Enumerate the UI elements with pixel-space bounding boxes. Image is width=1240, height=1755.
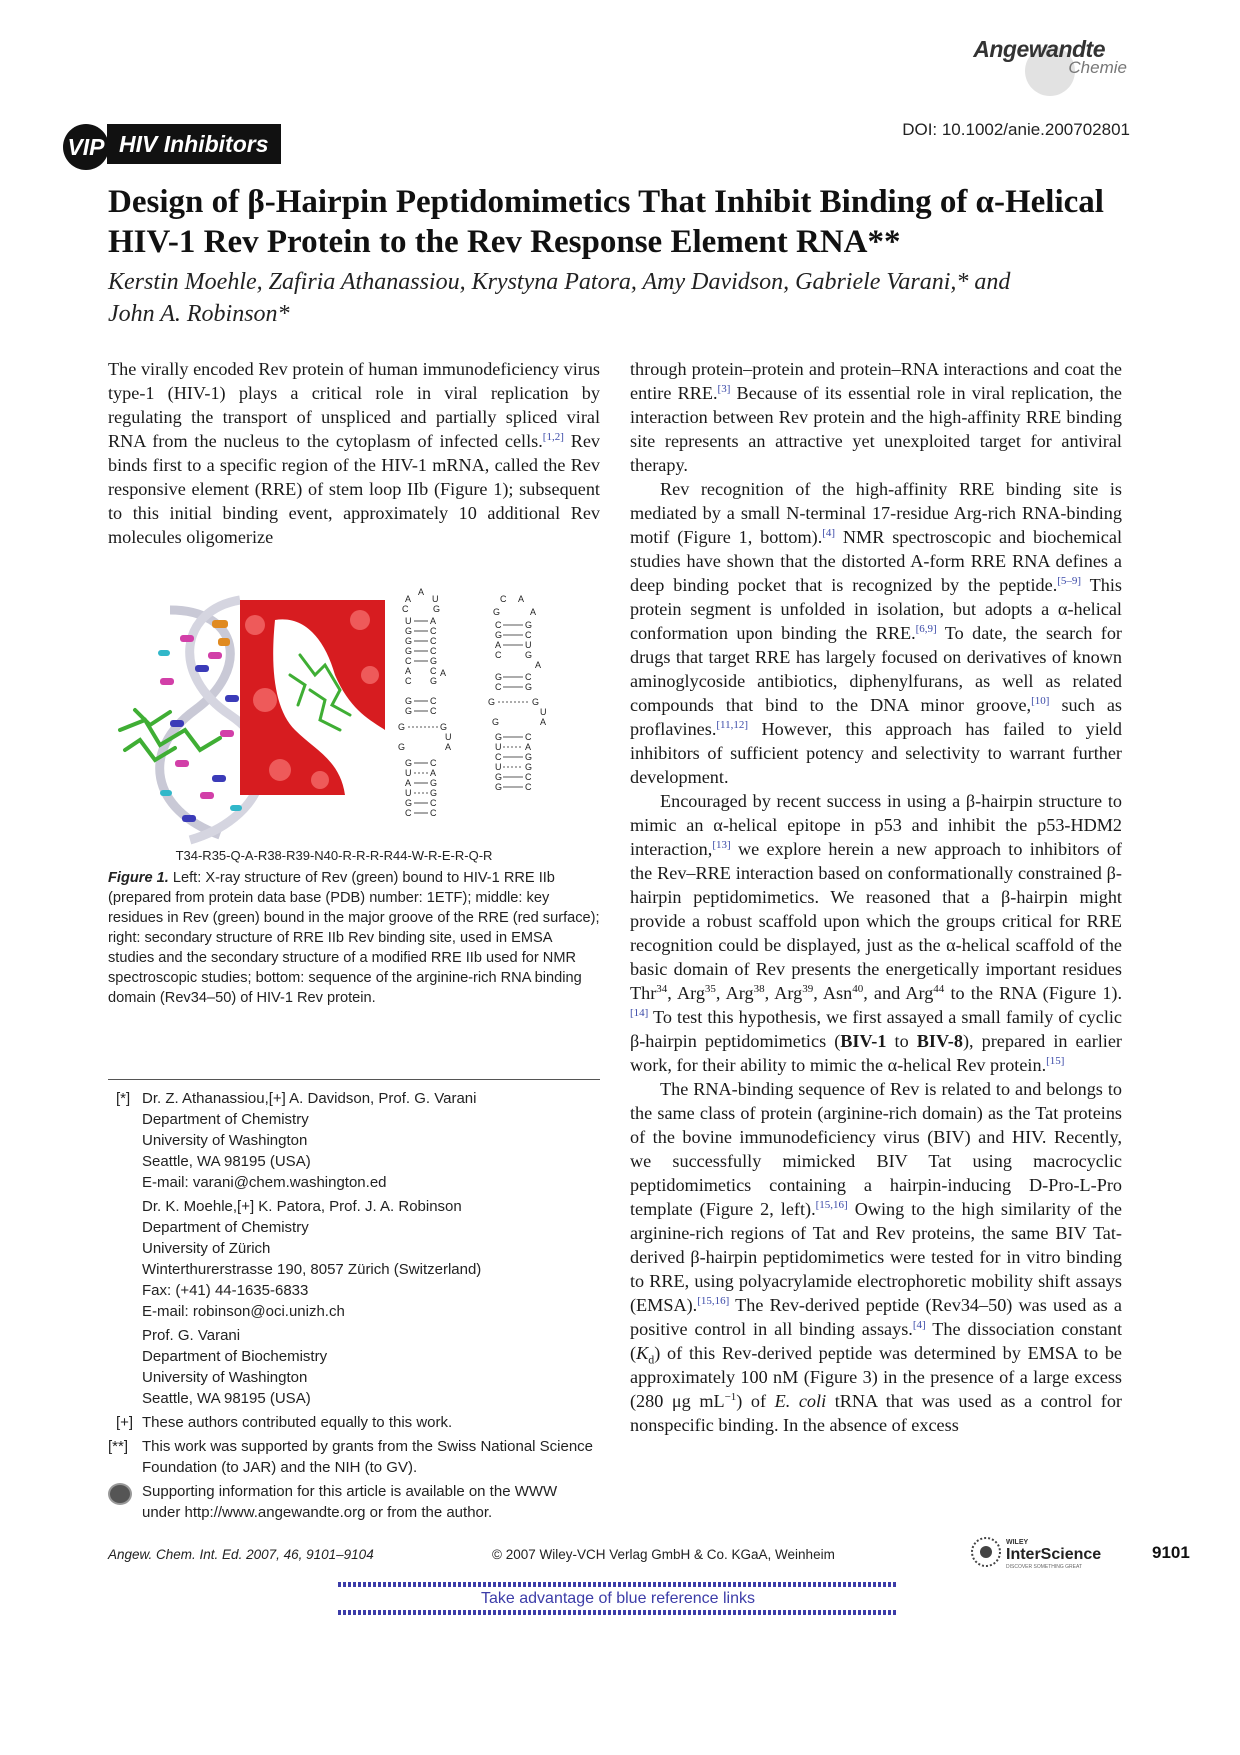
affiliation-line: Department of Chemistry — [142, 1111, 309, 1128]
rre-iib-stem — [398, 616, 452, 818]
ref-link[interactable]: [6,9] — [915, 622, 937, 635]
svg-text:G: G — [492, 717, 500, 727]
ref-link[interactable]: [4] — [822, 526, 836, 539]
svg-text:C: C — [495, 650, 502, 660]
banner-rule-bottom — [338, 1610, 898, 1615]
svg-text:G: G — [440, 722, 448, 732]
paragraph: through protein–protein and protein–RNA interactions and coat the entire RRE.[3] Because of its essential role in viral replication, the interaction between Rev protein and the high-affinity RRE binding site represents an attractive yet unexploited target for antiviral therapy. — [630, 359, 1122, 475]
svg-text:C: C — [430, 706, 437, 716]
svg-text:G: G — [493, 607, 501, 617]
svg-text:A: A — [405, 778, 412, 788]
title-line-2: HIV-1 Rev Protein to the Rev Response Element RNA** — [108, 224, 901, 260]
affiliation-2 — [108, 1196, 608, 1322]
svg-text:G: G — [405, 626, 413, 636]
interscience-logo[interactable] — [968, 1534, 1128, 1574]
affiliation-line: Dr. K. Moehle,[+] K. Patora, Prof. J. A. Robinson — [142, 1198, 462, 1215]
interscience-icon — [968, 1534, 1128, 1574]
svg-text:G: G — [430, 676, 438, 686]
svg-text:C: C — [430, 808, 437, 818]
svg-text:U: U — [495, 742, 502, 752]
supporting-info-icon — [108, 1483, 132, 1505]
figure-caption — [108, 868, 600, 1008]
svg-text:C: C — [405, 808, 412, 818]
svg-text:A: A — [495, 640, 502, 650]
svg-text:A: A — [518, 594, 525, 604]
banner-rule-top — [338, 1582, 898, 1587]
svg-text:A: A — [525, 742, 532, 752]
footnote-text: Foundation (to JAR) and the NIH (to GV). — [142, 1459, 418, 1476]
svg-text:G: G — [430, 788, 438, 798]
journal-subname: Chemie — [1068, 58, 1127, 77]
interscience-tag: DISCOVER SOMETHING GREAT — [1006, 1564, 1083, 1570]
svg-text:G: G — [525, 620, 533, 630]
paragraph: Encouraged by recent success in using a β-hairpin structure to mimic an α-helical epitope in p53 and inhibit the p53-HDM2 interaction,[13] we explore herein a new approach to inhibitors of the Rev–RRE interaction based on conformationally constrained β-hairpin peptidomimetics. We reasoned that a β-hairpin might provide a robust scaffold upon which the groups critical for RRE recognition could be displayed, just as the α-helical scaffold of the basic domain of Rev presents the energetically important residues Thr$^{34}$, Arg$^{35}$, Arg$^{38}$, Arg$^{39}$, Asn$^{40}$, and Arg$^{44}$ to the RNA (Figure 1).[14] To test this hypothesis, we first assayed a small family of cyclic β-hairpin peptidomimetics (BIV-1 to BIV-8), prepared in earlier work, for their ability to mimic the α-helical Rev protein.[15] — [630, 791, 1123, 1075]
page-number: 9101 — [1152, 1543, 1190, 1562]
wiley-label: WILEY — [1006, 1539, 1029, 1546]
svg-text:U: U — [495, 762, 502, 772]
svg-text:U: U — [540, 707, 547, 717]
svg-text:C: C — [430, 666, 437, 676]
svg-text:G: G — [495, 732, 503, 742]
svg-text:A: A — [440, 668, 447, 678]
ref-link[interactable]: [14] — [630, 1006, 649, 1019]
authors-line-2: John A. Robinson* — [108, 301, 290, 327]
svg-text:A: A — [405, 594, 412, 604]
acknowledgement-note — [108, 1436, 608, 1478]
svg-text:C: C — [500, 594, 507, 604]
affiliation-divider — [108, 1079, 600, 1080]
author-list — [108, 266, 1138, 330]
svg-text:G: G — [525, 752, 533, 762]
svg-text:C: C — [525, 772, 532, 782]
svg-text:C: C — [405, 676, 412, 686]
paragraph: Rev recognition of the high-affinity RRE binding site is mediated by a small N-terminal 17-residue Arg-rich RNA-binding motif (Figure 1, bottom).[4] NMR spectroscopic and biochemical studies have shown that the distorted A-form RRE RNA defines a deep binding pocket that is recognized by the peptide.[5–9] This protein segment is unfolded in isolation, but adopts a α-helical conformation upon binding the RRE.[6,9] To date, the search for drugs that target RRE has largely focused on derivatives of known aminoglycoside antibiotics, diphenylfurans, as well as related compounds that bind to the DNA minor groove,[10] such as proflavines.[11,12] However, this approach has failed to yield inhibitors of sufficient potency and selectivity to warrant further development. — [630, 479, 1122, 787]
svg-text:C: C — [430, 626, 437, 636]
svg-text:G: G — [525, 762, 533, 772]
ref-link[interactable]: [5–9] — [1057, 574, 1082, 587]
svg-text:G: G — [495, 672, 503, 682]
svg-text:G: G — [430, 778, 438, 788]
authors-line-1: Kerstin Moehle, Zafiria Athanassiou, Krystyna Patora, Amy Davidson, Gabriele Varani,* and — [108, 269, 1011, 295]
caption-label: Figure 1. — [108, 870, 169, 886]
affiliation-line: Winterthurerstrasse 190, 8057 Zürich (Switzerland) — [142, 1261, 482, 1278]
footnote-text[interactable]: under http://www.angewandte.org or from the author. — [142, 1504, 493, 1521]
svg-text:A: A — [535, 660, 542, 670]
intro-text: Rev binds first to a specific region of the HIV-1 mRNA, called the Rev responsive element (RRE) of stem loop IIb (Figure 1); subsequent to this initial binding event, approximately 10 additional Rev molecules oligomerize — [108, 431, 600, 547]
affiliation-line: Dr. Z. Athanassiou,[+] A. Davidson, Prof. G. Varani — [142, 1090, 477, 1107]
ref-link[interactable]: [13] — [712, 838, 731, 851]
ref-link[interactable]: [10] — [1031, 694, 1050, 707]
svg-text:C: C — [525, 672, 532, 682]
rev-sequence: T34-R35-Q-A-R38-R39-N40-R-R-R-R44-W-R-E-R-Q-R — [175, 848, 493, 863]
ref-link[interactable]: [15,16] — [815, 1198, 848, 1211]
svg-text:G: G — [525, 682, 533, 692]
svg-text:A: A — [540, 717, 547, 727]
affiliation-line: Seattle, WA 98195 (USA) — [142, 1390, 311, 1407]
journal-name: Angewandte — [973, 36, 1105, 62]
svg-text:G: G — [433, 604, 441, 614]
affiliation-3 — [108, 1325, 608, 1409]
supporting-info-note — [108, 1481, 608, 1523]
affiliation-line: University of Zürich — [142, 1240, 271, 1257]
ref-link[interactable]: [1,2] — [542, 430, 564, 443]
svg-text:C: C — [405, 656, 412, 666]
article-title — [108, 182, 1138, 262]
modified-rre-iib-stem — [488, 594, 547, 792]
secondary-structure-panel — [398, 587, 547, 818]
affiliation-1 — [108, 1088, 608, 1193]
footnote-mark: [**] — [108, 1438, 129, 1455]
svg-text:C: C — [430, 758, 437, 768]
svg-text:G: G — [405, 706, 413, 716]
svg-text:C: C — [430, 646, 437, 656]
svg-text:U: U — [405, 788, 412, 798]
svg-text:A: A — [418, 587, 425, 597]
svg-text:C: C — [430, 798, 437, 808]
affiliation-line: Prof. G. Varani — [142, 1327, 241, 1344]
svg-text:C: C — [495, 682, 502, 692]
svg-text:U: U — [525, 640, 532, 650]
title-line-1: Design of β-Hairpin Peptidomimetics That Inhibit Binding of α-Helical — [108, 184, 1104, 220]
interscience-label: InterScience — [1006, 1546, 1102, 1563]
blue-reference-links-banner[interactable] — [338, 1590, 898, 1608]
svg-text:G: G — [532, 697, 540, 707]
svg-text:G: G — [405, 758, 413, 768]
figure-1 — [100, 580, 600, 880]
svg-text:G: G — [405, 646, 413, 656]
intro-paragraph — [108, 357, 600, 549]
svg-text:C: C — [495, 752, 502, 762]
equal-contribution-note — [108, 1412, 608, 1433]
footnote-mark: [+] — [116, 1414, 134, 1431]
blue-link-text[interactable]: Take advantage of blue reference links — [481, 1590, 755, 1607]
affiliation-line: Fax: (+41) 44-1635-6833 — [142, 1282, 309, 1299]
caption-text: Left: X-ray structure of Rev (green) bound to HIV-1 RRE IIb (prepared from protein data base (PDB) number: 1ETF); middle: key residues in Rev (green) bound in the major groove of the RRE (red surface); right: secondary structure of RRE IIb Rev binding site, used in EMSA studies and the secondary structure of a modified RRE IIb used for NMR spectroscopic studies; bottom: sequence of the arginine-rich RNA binding domain (Rev34–50) of HIV-1 Rev protein. — [108, 870, 600, 1006]
affiliation-line: Seattle, WA 98195 (USA) — [142, 1153, 311, 1170]
svg-text:A: A — [445, 742, 452, 752]
svg-text:C: C — [402, 604, 409, 614]
svg-text:C: C — [430, 636, 437, 646]
journal-logo — [925, 32, 1127, 92]
doi[interactable]: DOI: 10.1002/anie.200702801 — [902, 120, 1130, 139]
svg-text:A: A — [430, 616, 437, 626]
copyright: © 2007 Wiley-VCH Verlag GmbH & Co. KGaA, Weinheim — [492, 1547, 835, 1562]
affiliations — [108, 1088, 608, 1526]
svg-text:G: G — [405, 798, 413, 808]
footnote-text: This work was supported by grants from the Swiss National Science — [142, 1438, 594, 1455]
binding-pocket-panel — [240, 600, 385, 795]
svg-text:G: G — [525, 650, 533, 660]
svg-text:C: C — [525, 732, 532, 742]
svg-text:C: C — [525, 782, 532, 792]
ref-link[interactable]: [15] — [1046, 1054, 1065, 1067]
intro-text: The virally encoded Rev protein of human immunodeficiency virus type-1 (HIV-1) plays a critical role in viral replication by regulating the transport of unspliced and partially spliced viral RNA from the nucleus to the cytoplasm of infected cells. — [108, 359, 600, 451]
svg-text:U: U — [432, 594, 439, 604]
ref-link[interactable]: [15,16] — [697, 1294, 730, 1307]
svg-text:U: U — [405, 616, 412, 626]
ref-link[interactable]: [11,12] — [716, 718, 749, 731]
svg-text:A: A — [430, 768, 437, 778]
svg-text:G: G — [495, 772, 503, 782]
footnote-text: These authors contributed equally to this work. — [142, 1414, 453, 1431]
affiliation-line: Department of Chemistry — [142, 1219, 309, 1236]
email-link[interactable]: E-mail: robinson@oci.unizh.ch — [142, 1303, 345, 1320]
svg-text:A: A — [405, 666, 412, 676]
svg-text:G: G — [405, 636, 413, 646]
ref-link[interactable]: [3] — [717, 382, 731, 395]
paragraph: The RNA-binding sequence of Rev is related to and belongs to the same class of protein (arginine-rich domain) as the Tat proteins of the bovine immunodeficiency virus (BIV) and HIV. Recently, we successfully mimicked BIV Tat using macrocyclic peptidomimetics containing a hairpin-inducing D-Pro-L-Pro template (Figure 2, left).[15,16] Owing to the high similarity of the arginine-rich regions of Tat and Rev proteins, the same BIV Tat-derived β-hairpin peptidomimetics were tested for in vitro binding to RRE, using polyacrylamide electrophoretic mobility shift assays (EMSA).[15,16] The Rev-derived peptide (Rev34–50) was used as a positive control in all binding assays.[4] The dissociation constant $(K_d)$ of this Rev-derived peptide was determined by EMSA to be approximately 100 nM (Figure 3) in the presence of a large excess (280 μg $mL^{-1}$) of E. coli tRNA that was used as a control for nonspecific binding. In the absence of excess — [630, 1079, 1123, 1435]
svg-text:C: C — [495, 620, 502, 630]
footnote-text: Supporting information for this article is available on the WWW — [142, 1483, 558, 1500]
svg-text:G: G — [405, 696, 413, 706]
svg-text:C: C — [430, 696, 437, 706]
affiliation-line: University of Washington — [142, 1132, 308, 1149]
svg-text:C: C — [525, 630, 532, 640]
section-label: HIV Inhibitors — [107, 124, 281, 164]
svg-text:U: U — [445, 732, 452, 742]
svg-text:A: A — [530, 607, 537, 617]
affiliation-line: University of Washington — [142, 1369, 308, 1386]
ref-link[interactable]: [4] — [912, 1318, 926, 1331]
svg-text:U: U — [405, 768, 412, 778]
svg-text:G: G — [495, 630, 503, 640]
affiliation-mark: [*] — [116, 1090, 131, 1107]
svg-text:G: G — [430, 656, 438, 666]
journal-citation: Angew. Chem. Int. Ed. 2007, 46, 9101–9104 — [108, 1547, 374, 1562]
email-link[interactable]: E-mail: varani@chem.washington.ed — [142, 1174, 387, 1191]
svg-text:G: G — [495, 782, 503, 792]
svg-text:G: G — [398, 722, 406, 732]
svg-text:G: G — [398, 742, 406, 752]
body-text-right — [630, 357, 1122, 1437]
vip-badge: VIP — [63, 124, 109, 170]
affiliation-line: Department of Biochemistry — [142, 1348, 328, 1365]
svg-text:G: G — [488, 697, 496, 707]
